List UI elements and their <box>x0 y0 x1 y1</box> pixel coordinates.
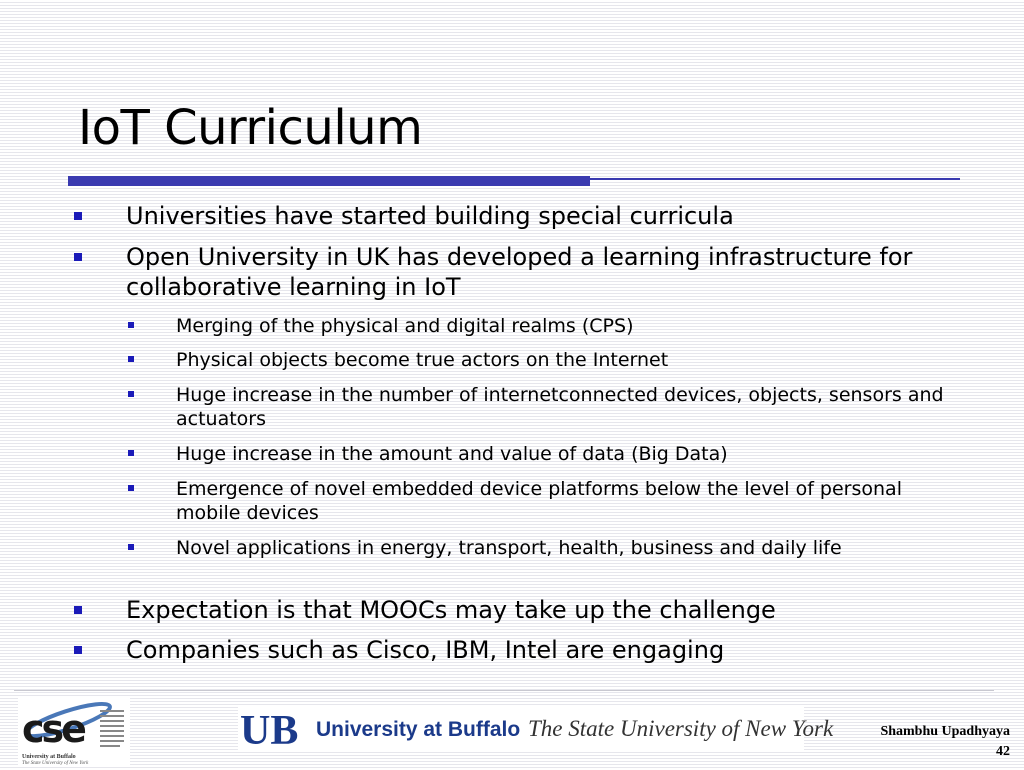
sub-bullet <box>176 536 966 560</box>
svg-text:The State University of New Yo: The State University of New York <box>22 761 89 766</box>
bullet-text: Expectation is that MOOCs may take up the challenge <box>126 596 776 624</box>
bullet <box>126 595 926 625</box>
bullet-square-icon <box>74 253 82 261</box>
sub-bullet-text: Novel applications in energy, transport, health, business and daily life <box>176 537 842 559</box>
sub-bullet <box>176 348 966 372</box>
author-name: Shambhu Upadhyaya <box>880 724 1010 739</box>
ub-logo-text: University at Buffalo <box>316 718 521 741</box>
bullet <box>126 201 926 231</box>
svg-text:UB: UB <box>240 708 299 752</box>
sub-bullet <box>176 442 966 466</box>
sub-bullet-text: Merging of the physical and digital realms (CPS) <box>176 315 634 337</box>
page-number: 42 <box>996 744 1010 759</box>
bullet-text: Open University in UK has developed a learning infrastructure for collaborative learning in IoT <box>126 243 913 301</box>
suny-text: The State University of New York <box>528 716 834 741</box>
sub-bullet-square-icon <box>128 322 134 328</box>
svg-text:cse: cse <box>22 707 84 751</box>
sub-bullet-square-icon <box>128 391 134 397</box>
sub-bullet-square-icon <box>128 450 134 456</box>
sub-bullet-text: Physical objects become true actors on the Internet <box>176 349 669 371</box>
slide-title: IoT Curriculum <box>78 100 423 156</box>
svg-text:University at Buffalo: University at Buffalo <box>22 754 76 760</box>
bullet-square-icon <box>74 646 82 654</box>
bullet-text: Universities have started building special curricula <box>126 202 734 230</box>
sub-bullet-text: Huge increase in the number of internetconnected devices, objects, sensors and actuators <box>176 384 944 430</box>
bullet-square-icon <box>74 212 82 220</box>
sub-bullet <box>176 477 966 525</box>
sub-bullet <box>176 314 966 338</box>
cse-logo <box>18 698 130 766</box>
sub-bullet-text: Emergence of novel embedded device platforms below the level of personal mobile devices <box>176 478 902 524</box>
sub-bullet <box>176 383 966 431</box>
footer-divider <box>14 690 994 691</box>
sub-bullet-square-icon <box>128 485 134 491</box>
sub-bullet-square-icon <box>128 544 134 550</box>
university-at-buffalo-logo <box>238 706 834 752</box>
bullet-square-icon <box>74 606 82 614</box>
bullet <box>126 635 926 665</box>
sub-bullet-text: Huge increase in the amount and value of data (Big Data) <box>176 443 728 465</box>
bullet-text: Companies such as Cisco, IBM, Intel are engaging <box>126 636 725 664</box>
bullet <box>126 242 926 302</box>
sub-bullet-square-icon <box>128 356 134 362</box>
